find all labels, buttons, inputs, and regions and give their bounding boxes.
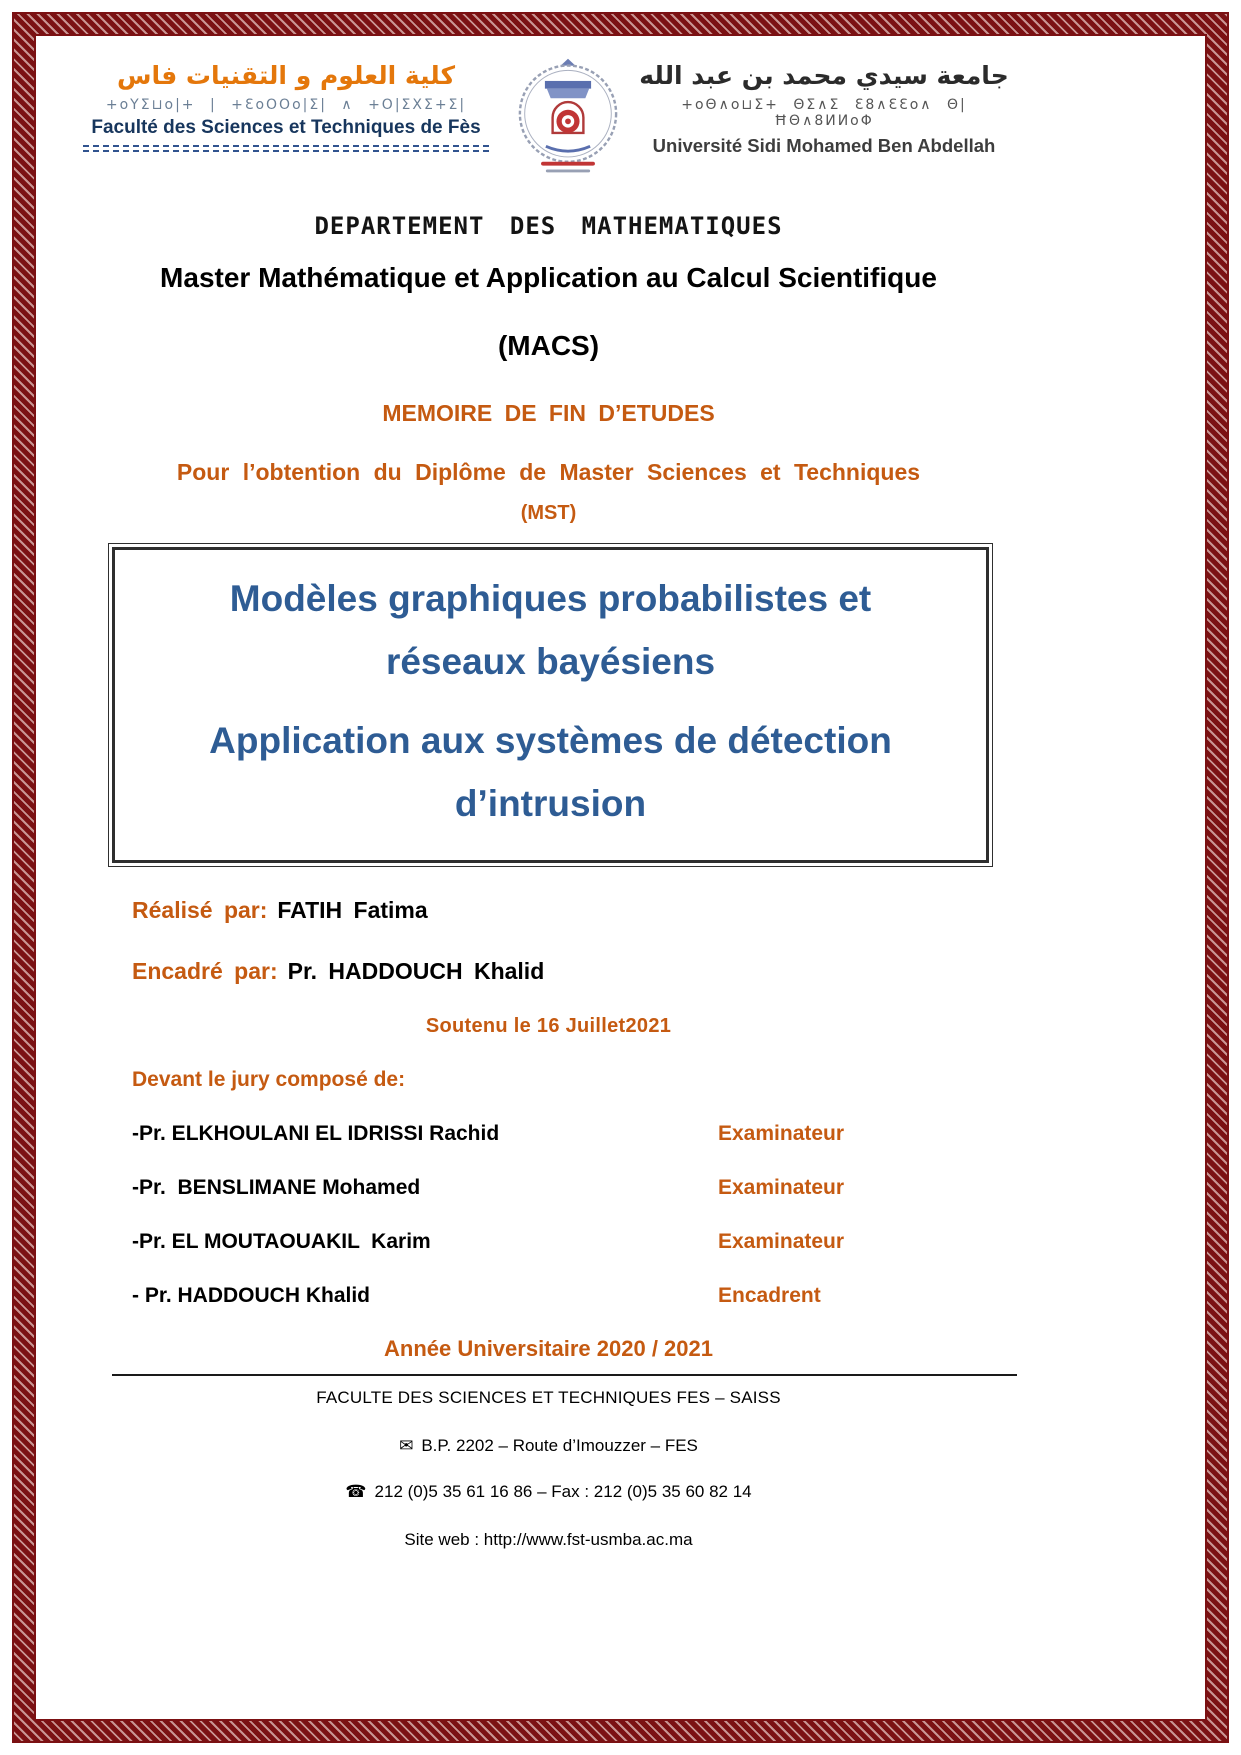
thesis-title-line: réseaux bayésiens: [385, 640, 716, 682]
thesis-title-line: d’intrusion: [454, 782, 647, 824]
department-heading: DEPARTEMENT DES MATHEMATIQUES: [314, 212, 783, 240]
website-link[interactable]: Site web : http://www.fst-usmba.ac.ma: [404, 1529, 693, 1549]
university-tifinagh-line: +oΘ∧o⊔Σ+ ΘΣ∧Σ Ɛ8∧ƐƐo∧ Θ| ĦΘ∧8ИИoΦ: [681, 96, 967, 129]
university-logo: [508, 54, 628, 186]
jury-member-name: -Pr. BENSLIMANE Mohamed: [132, 1175, 421, 1199]
realise-par-label: Réalisé par:: [132, 896, 268, 923]
memoire-acronym: (MST): [520, 502, 577, 524]
jury-row: [132, 1284, 965, 1308]
encadre-par-line: [132, 958, 965, 985]
thesis-title-line: Application aux systèmes de détection: [209, 719, 892, 761]
author-name: FATIH Fatima: [277, 896, 428, 923]
footer-phone-text: 212 (0)5 35 61 16 86 – Fax : 212 (0)5 35 60 82 14: [374, 1481, 752, 1501]
defense-date: Soutenu le 16 Juillet2021: [425, 1014, 672, 1037]
page-content: [36, 36, 1205, 1719]
faculty-tifinagh-line: +oYΣ⊔o|+ | +ƐoOOo|Σ| ∧ +O|ΣXΣ+Σ|: [105, 96, 467, 113]
institution-header: [70, 60, 1015, 186]
realise-par-line: [132, 897, 965, 924]
jury-row: [132, 1176, 965, 1200]
jury-member-name: - Pr. HADDOUCH Khalid: [132, 1283, 371, 1307]
footer-phone-line: [132, 1482, 965, 1502]
jury-row: [132, 1122, 965, 1146]
memoire-subtitle: Pour l’obtention du Diplôme de Master Sciences et Techniques: [176, 459, 921, 485]
footer-address-text: B.P. 2202 – Route d’Imouzzer – FES: [421, 1435, 698, 1455]
supervisor-name: Pr. HADDOUCH Khalid: [287, 957, 545, 984]
envelope-icon: ✉: [399, 1435, 414, 1456]
jury-member-role: Examinateur: [718, 1229, 845, 1253]
thesis-title-line: Modèles graphiques probabilistes et: [229, 578, 872, 619]
university-name: Université Sidi Mohamed Ben Abdellah: [652, 134, 996, 156]
jury-member-role: Examinateur: [718, 1175, 845, 1199]
footer-faculty-line: FACULTE DES SCIENCES ET TECHNIQUES FES – SAISS: [316, 1387, 781, 1407]
jury-member-role: Examinateur: [718, 1121, 845, 1145]
university-block: [633, 60, 1015, 157]
footer-divider: [112, 1374, 1017, 1376]
program-acronym: (MACS): [497, 330, 600, 361]
faculty-block: [70, 60, 502, 152]
academic-year: Année Universitaire 2020 / 2021: [384, 1335, 713, 1361]
jury-heading: Devant le jury composé de:: [132, 1067, 406, 1091]
footer-website-line: [132, 1530, 965, 1550]
jury-member-name: -Pr. ELKHOULANI EL IDRISSI Rachid: [132, 1121, 500, 1145]
decorative-dashes: [83, 145, 489, 152]
phone-icon: ☎: [345, 1481, 367, 1502]
faculty-arabic-title: كلية العلوم و التقنيات فاس: [116, 61, 456, 90]
jury-member-role: Encadrent: [718, 1283, 821, 1307]
footer-address-line: [132, 1436, 965, 1456]
faculty-name: Faculté des Sciences et Techniques de Fès: [91, 116, 481, 138]
university-arabic-title: جامعة سيدي محمد بن عبد الله: [639, 61, 1009, 90]
encadre-par-label: Encadré par:: [132, 957, 278, 984]
jury-member-name: -Pr. EL MOUTAOUAKIL Karim: [132, 1229, 431, 1253]
jury-row: [132, 1230, 965, 1254]
thesis-title-box: [112, 547, 989, 863]
program-name: Master Mathématique et Application au Calcul Scientifique: [160, 262, 937, 293]
memoire-title: MEMOIRE DE FIN D’ETUDES: [382, 400, 715, 426]
